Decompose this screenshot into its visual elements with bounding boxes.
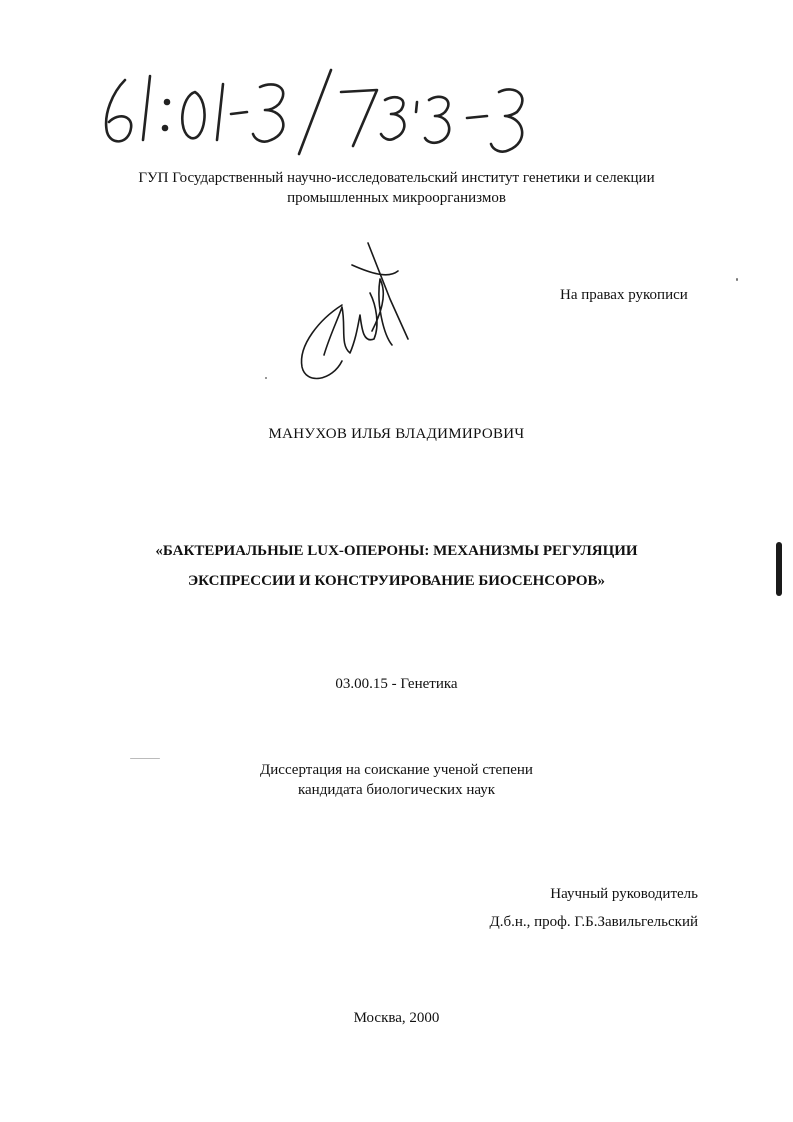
author-signature [280,235,420,395]
signature-drawing [280,235,420,395]
specialty-code: 03.00.15 - Генетика [335,676,458,692]
institution-line-2: промышленных микроорганизмов [287,190,506,206]
dissertation-title [0,536,793,596]
supervisor-name: Д.б.н., проф. Г.Б.Завильгельский [489,914,698,930]
title-line-2: ЭКСПРЕССИИ И КОНСТРУИРОВАНИЕ БИОСЕНСОРОВ» [187,573,606,589]
degree-line-1: Диссертация на соискание ученой степени [260,762,533,778]
degree-statement [0,760,793,800]
scan-edge-mark [776,542,782,596]
rights-label: На правах рукописи [560,287,688,303]
city-year: Москва, 2000 [353,1010,440,1026]
handwritten-archive-number-drawing [95,62,535,157]
scan-speck [130,758,160,759]
institution-name [0,168,793,208]
degree-line-2: кандидата биологических наук [297,782,496,798]
scientific-supervisor [489,880,698,936]
handwritten-archive-number [95,62,535,157]
scan-speck [265,377,267,379]
title-line-1: «БАКТЕРИАЛЬНЫЕ LUX-ОПЕРОНЫ: МЕХАНИЗМЫ РЕГУЛЯЦИИ [155,543,638,559]
supervisor-label: Научный руководитель [550,886,698,902]
author-name: МАНУХОВ ИЛЬЯ ВЛАДИМИРОВИЧ [268,426,525,442]
institution-line-1: ГУП Государственный научно-исследовательский институт генетики и селекции [138,170,655,186]
scan-speck [736,278,738,281]
